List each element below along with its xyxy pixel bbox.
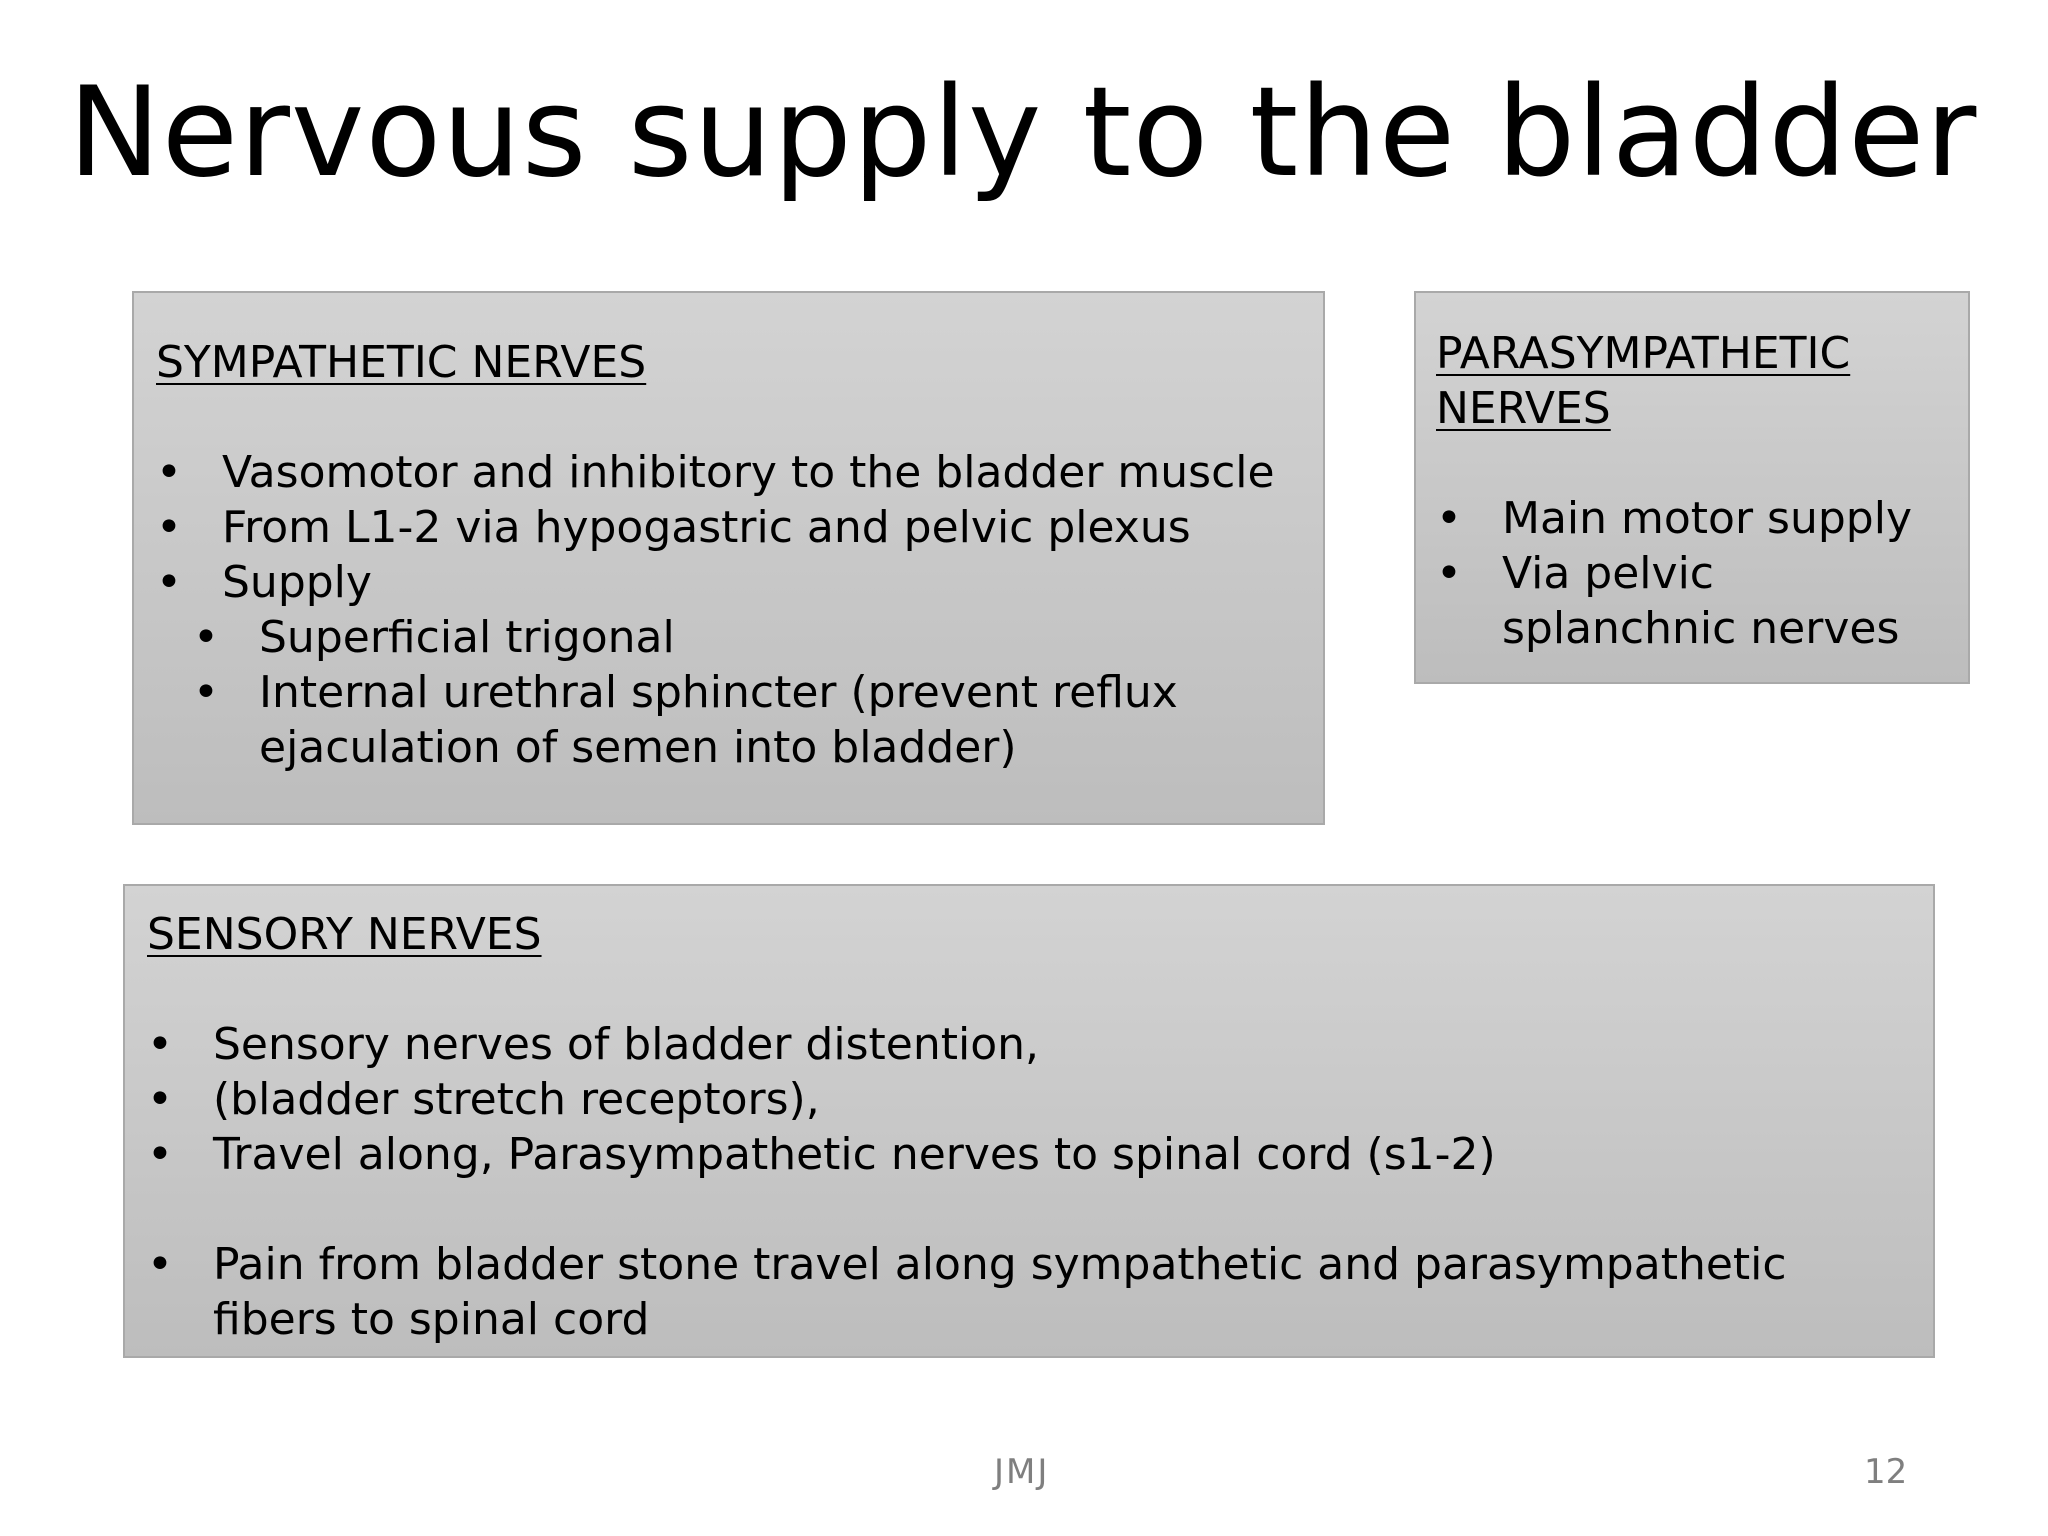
bullet-icon: • [147,1129,173,1180]
spacer [147,962,1913,1017]
list-item-text: Main motor supply [1502,493,1912,544]
sensory-extra-list [147,1237,1913,1347]
spacer [156,390,1303,445]
page-number: 12 [1864,1452,1908,1492]
list-item-text: Supply [222,557,372,608]
sympathetic-sub-list [193,610,1303,775]
list-item-text: Via pelvic splanchnic nerves [1502,548,1900,654]
sympathetic-list [156,445,1303,610]
parasympathetic-nerves-box [1414,291,1970,684]
bullet-icon: • [156,502,182,553]
parasympathetic-list [1436,491,1948,656]
spacer [147,1182,1913,1237]
parasympathetic-heading: PARASYMPATHETIC NERVES [1436,328,1851,434]
list-item [147,1017,1913,1072]
list-item-text: Sensory nerves of bladder distention, [213,1019,1039,1070]
list-item-text: Travel along, Parasympathetic nerves to spinal cord (s1-2) [213,1129,1496,1180]
bullet-icon: • [193,612,219,663]
bullet-icon: • [147,1239,173,1290]
sensory-nerves-box [123,884,1935,1358]
sensory-heading: SENSORY NERVES [147,909,542,960]
list-item [147,1237,1913,1347]
bullet-icon: • [1436,548,1462,599]
list-item [1436,491,1948,546]
list-item [193,665,1303,775]
bullet-icon: • [156,557,182,608]
sympathetic-heading: SYMPATHETIC NERVES [156,337,647,388]
footer-author: JMJ [994,1452,1050,1492]
bullet-icon: • [1436,493,1462,544]
spacer [1436,436,1948,491]
list-item [156,445,1303,500]
list-item [1436,546,1948,656]
list-item-text: Internal urethral sphincter (prevent reflux ejaculation of semen into bladder) [259,667,1178,773]
list-item [147,1072,1913,1127]
list-item-text: Vasomotor and inhibitory to the bladder muscle [222,447,1275,498]
bullet-icon: • [147,1019,173,1070]
sensory-list [147,1017,1913,1182]
list-item [147,1127,1913,1182]
list-item [156,555,1303,610]
list-item [193,610,1303,665]
list-item-text: (bladder stretch receptors), [213,1074,820,1125]
list-item-text: Pain from bladder stone travel along sympathetic and parasympathetic fibers to spinal cord [213,1239,1787,1345]
bullet-icon: • [193,667,219,718]
sympathetic-nerves-box [132,291,1325,825]
list-item [156,500,1303,555]
bullet-icon: • [147,1074,173,1125]
list-item-text: Superficial trigonal [259,612,675,663]
slide-title: Nervous supply to the bladder [68,61,1978,205]
list-item-text: From L1-2 via hypogastric and pelvic plexus [222,502,1191,553]
bullet-icon: • [156,447,182,498]
